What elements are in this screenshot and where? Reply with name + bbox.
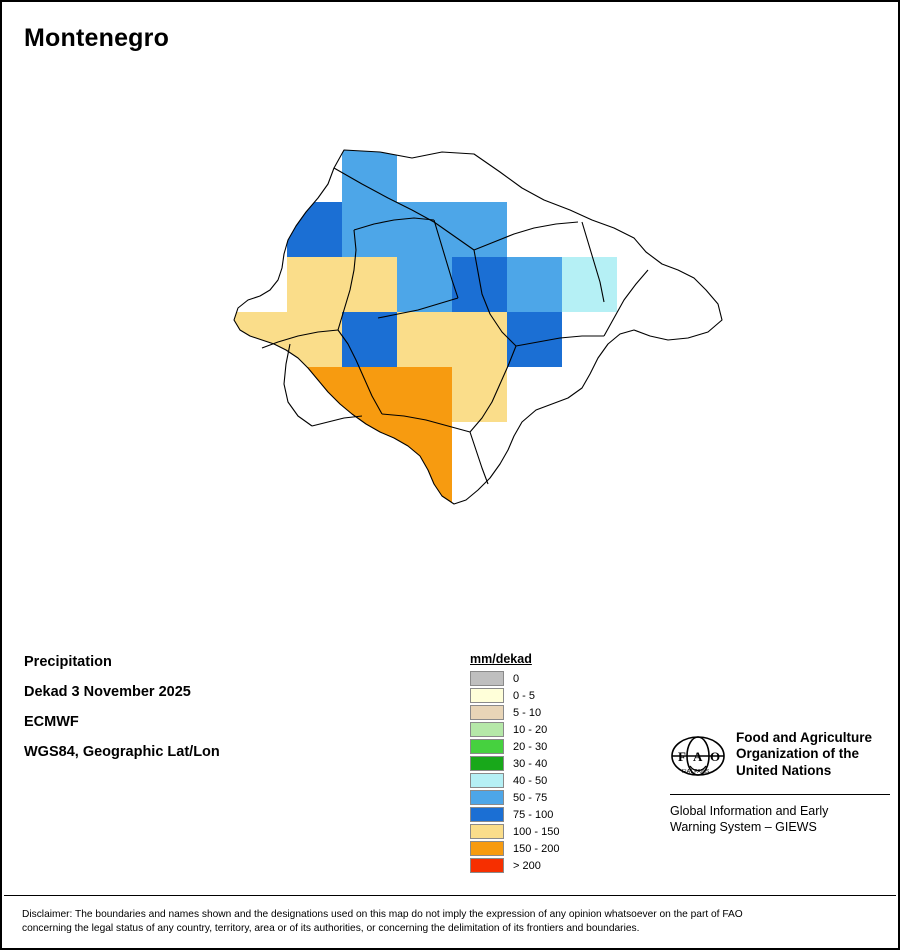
legend-swatch: [470, 773, 504, 788]
legend-item: [470, 738, 620, 755]
legend-label: 0 - 5: [513, 689, 536, 702]
legend-swatch: [470, 858, 504, 873]
raster-cell: [342, 422, 397, 477]
legend-swatch: [470, 688, 504, 703]
fao-org-name: [736, 728, 872, 779]
fao-org-line1: Food and Agriculture: [736, 730, 872, 745]
page-title: Montenegro: [24, 24, 170, 52]
fao-org-line2: Organization of the: [736, 746, 859, 762]
raster-cell: [342, 367, 397, 422]
disclaimer-text: [22, 908, 878, 936]
legend-label: 30 - 40: [513, 757, 548, 770]
legend-item: [470, 670, 620, 687]
raster-cell: [287, 422, 342, 477]
legend-label: 40 - 50: [513, 774, 548, 787]
legend-swatch: [470, 824, 504, 839]
info-source: ECMWF: [24, 714, 79, 730]
raster-cell: [397, 367, 452, 422]
disclaimer-divider: [4, 895, 896, 896]
legend-swatch: [470, 739, 504, 754]
legend-label: 10 - 20: [513, 723, 548, 736]
legend-label: 75 - 100: [513, 808, 554, 821]
legend-item: [470, 772, 620, 789]
raster-cell: [342, 477, 397, 532]
raster-cell: [507, 257, 562, 312]
raster-cell: [397, 312, 452, 367]
legend-title: mm/dekad: [470, 652, 532, 666]
raster-cell: [397, 257, 452, 312]
legend-swatch: [470, 756, 504, 771]
legend-swatch: [470, 807, 504, 822]
fao-org-line3: United Nations: [736, 762, 832, 778]
legend-item: [470, 789, 620, 806]
fao-branding: [670, 728, 890, 836]
giews-line1: Global Information and Early: [670, 804, 829, 818]
raster-cell: [287, 312, 342, 367]
legend-label: 20 - 30: [513, 740, 548, 753]
raster-cell: [232, 367, 287, 422]
legend-item: [470, 857, 620, 874]
raster-cell: [452, 202, 507, 257]
raster-cell: [397, 477, 452, 532]
legend-swatch: [470, 722, 504, 737]
raster-cell: [287, 257, 342, 312]
info-variable: Precipitation: [24, 654, 112, 670]
map-info-block: [24, 654, 404, 774]
fao-logo-icon: [670, 728, 726, 784]
legend-swatch: [470, 671, 504, 686]
raster-cell: [287, 202, 342, 257]
svg-text:FIAT PANIS: FIAT PANIS: [682, 769, 710, 775]
info-projection: WGS84, Geographic Lat/Lon: [24, 744, 220, 760]
legend-item: [470, 806, 620, 823]
info-period: Dekad 3 November 2025: [24, 684, 191, 700]
legend-label: 100 - 150: [513, 825, 560, 838]
legend-swatch: [470, 705, 504, 720]
legend-item: [470, 755, 620, 772]
raster-cell: [562, 257, 617, 312]
raster-cell: [342, 257, 397, 312]
legend-label: 50 - 75: [513, 791, 548, 804]
legend-swatch: [470, 790, 504, 805]
giews-label: [670, 803, 890, 836]
raster-cell: [452, 367, 507, 422]
legend-item: [470, 687, 620, 704]
giews-line2: Warning System – GIEWS: [670, 820, 817, 835]
svg-text:O: O: [710, 749, 721, 764]
legend-rows: [470, 670, 620, 874]
raster-cell: [342, 202, 397, 257]
raster-cell: [342, 147, 397, 202]
precipitation-raster: [232, 147, 617, 532]
raster-cell: [507, 367, 562, 422]
legend-item: [470, 840, 620, 857]
raster-cell: [397, 202, 452, 257]
legend-item: [470, 721, 620, 738]
disclaimer-line2: concerning the legal status of any country, territory, area or of its authorities, or concerning the delimitation of its frontiers and boundaries.: [22, 923, 640, 935]
raster-cell: [397, 422, 452, 477]
raster-cell: [452, 312, 507, 367]
fao-divider: [670, 794, 890, 795]
legend-label: 150 - 200: [513, 842, 560, 855]
svg-text:A: A: [693, 749, 703, 764]
disclaimer-line1: Disclaimer: The boundaries and names shown and the designations used on this map do not imply the expression of any opinion whatsoever on the part of FAO: [22, 909, 743, 921]
legend-label: 0: [513, 672, 520, 685]
legend-item: [470, 823, 620, 840]
legend-label: > 200: [513, 859, 541, 872]
raster-cell: [342, 312, 397, 367]
raster-cell: [452, 257, 507, 312]
map-legend: [470, 652, 620, 874]
map-canvas[interactable]: [122, 92, 782, 532]
svg-text:F: F: [678, 749, 686, 764]
raster-cell: [562, 312, 617, 367]
legend-swatch: [470, 841, 504, 856]
legend-item: [470, 704, 620, 721]
legend-label: 5 - 10: [513, 706, 542, 719]
